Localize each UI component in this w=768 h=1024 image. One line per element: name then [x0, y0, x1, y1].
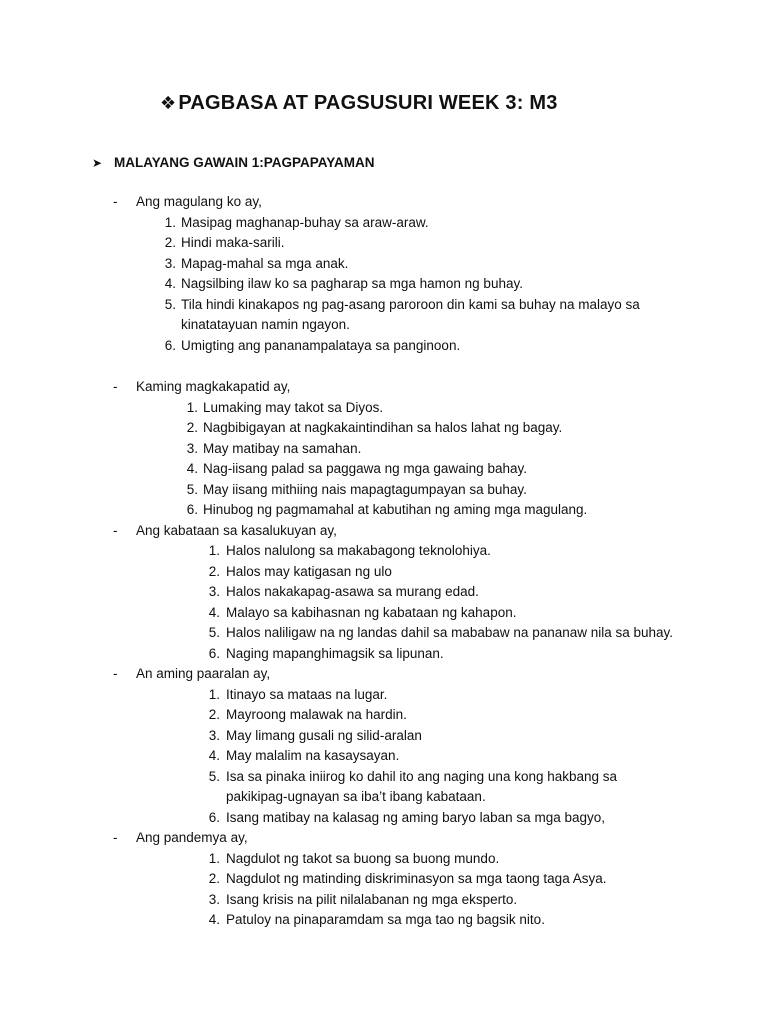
list-item-number: 6. [208, 645, 220, 661]
dash-bullet: - [113, 194, 118, 209]
list-item-number: 3. [208, 584, 220, 599]
list-item-text: May iisang mithiing nais mapagtagumpayan sa buhay. [203, 481, 527, 497]
section-5 [0, 828, 768, 931]
list-item-number: 4. [208, 912, 220, 927]
dash-bullet: - [113, 522, 118, 538]
list-item [0, 726, 768, 747]
list-item-text: Halos nalulong sa makabagong teknolohiya. [226, 543, 491, 558]
list-item-number: 5. [186, 481, 198, 497]
list-item [0, 274, 768, 295]
section-1 [0, 192, 768, 356]
section-3 [0, 521, 768, 665]
list-item-text: Nagdulot ng takot sa buong sa buong mundo. [226, 850, 500, 866]
list-item-number: 2. [208, 707, 220, 722]
section-lead [0, 828, 768, 849]
list-item [0, 233, 768, 254]
list-item-text: Nagsilbing ilaw ko sa pagharap sa mga hamon ng buhay. [181, 276, 523, 291]
list-item-number: 4. [208, 604, 220, 620]
section-4 [0, 664, 768, 828]
list-item-number: 3. [186, 440, 198, 456]
list-item [0, 398, 768, 419]
list-item [0, 808, 768, 829]
list-item-text: pakikipag-ugnayan sa iba’t ibang kabataan. [226, 789, 486, 804]
list-item [0, 315, 768, 336]
list-item [0, 644, 768, 665]
list-item-text: Mayroong malawak na hardin. [226, 707, 407, 722]
list-item-text: Malayo sa kabihasnan ng kabataan ng kahapon. [226, 604, 517, 620]
list-item [0, 623, 768, 644]
diamond-bullet-icon: ❖ [160, 93, 177, 113]
list-item-number: 1. [208, 850, 220, 866]
list-item-text: Halos nakakapag-asawa sa murang edad. [226, 584, 479, 599]
list-item-text: Lumaking may takot sa Diyos. [203, 399, 384, 415]
list-item-number: 2. [208, 563, 220, 579]
section-lead-text: Ang pandemya ay, [136, 830, 248, 845]
activity-heading [92, 155, 375, 170]
list-item-number: 5. [208, 625, 220, 640]
list-item-number: 5. [164, 296, 176, 312]
list-item [0, 295, 768, 316]
list-item-text: Isa sa pinaka iniirog ko dahil ito ang naging una kong hakbang sa [226, 768, 618, 784]
list-item [0, 787, 768, 808]
list-item [0, 562, 768, 583]
list-item-number: 2. [164, 235, 176, 250]
list-item [0, 439, 768, 460]
section-lead-text: Ang kabataan sa kasalukuyan ay, [136, 522, 337, 538]
list-item-text: Hinubog ng pagmamahal at kabutihan ng aming mga magulang. [203, 502, 588, 517]
list-item-text: Itinayo sa mataas na lugar. [226, 686, 388, 702]
section-2 [0, 377, 768, 521]
list-item-text: Patuloy na pinaparamdam sa mga tao ng bagsik nito. [226, 912, 545, 927]
section-lead [0, 664, 768, 685]
list-item [0, 869, 768, 890]
list-item-text: Umigting ang pananampalataya sa panginoon. [181, 337, 461, 353]
document-body [0, 192, 768, 931]
list-item-text: Nagdulot ng matinding diskriminasyon sa mga taong taga Asya. [226, 871, 607, 886]
list-item-number: 6. [186, 502, 198, 517]
list-item-number: 3. [208, 727, 220, 743]
list-item [0, 685, 768, 706]
list-item-text: Nagbibigayan at nagkakaintindihan sa halos lahat ng bagay. [203, 420, 563, 435]
list-item-number: 1. [208, 686, 220, 702]
list-item [0, 582, 768, 603]
section-lead-text: Kaming magkakapatid ay, [136, 379, 291, 394]
list-item [0, 890, 768, 911]
list-item-text: May malalim na kasaysayan. [226, 748, 400, 763]
list-item-text: Halos naliligaw na ng landas dahil sa mababaw na pananaw nila sa buhay. [226, 625, 674, 640]
list-item [0, 254, 768, 275]
dash-bullet: - [113, 830, 118, 845]
section-lead [0, 521, 768, 542]
activity-heading-text: MALAYANG GAWAIN 1:PAGPAPAYAMAN [114, 155, 375, 170]
numbered-list [0, 541, 768, 664]
list-item-number: 4. [208, 748, 220, 763]
list-item-number: 3. [208, 891, 220, 907]
list-item-text: kinatatayuan namin ngayon. [181, 317, 350, 332]
list-item [0, 705, 768, 726]
list-item-number: 4. [186, 461, 198, 476]
list-item [0, 213, 768, 234]
list-item [0, 418, 768, 439]
list-item-number: 6. [208, 809, 220, 825]
list-item-number: 4. [164, 276, 176, 291]
list-item-text: Isang matibay na kalasag ng aming baryo laban sa mga bagyo, [226, 809, 605, 825]
list-item-text: May matibay na samahan. [203, 440, 362, 456]
numbered-list [0, 213, 768, 357]
arrow-bullet-icon: ➤ [92, 156, 103, 170]
list-item [0, 459, 768, 480]
list-item-number: 3. [164, 255, 176, 271]
list-item-text: Nag-iisang palad sa paggawa ng mga gawaing bahay. [203, 461, 527, 476]
list-item-number: 1. [186, 399, 198, 415]
list-item-text: Isang krisis na pilit nilalabanan ng mga eksperto. [226, 891, 518, 907]
document-title [160, 92, 558, 115]
section-lead-text: Ang magulang ko ay, [136, 194, 262, 209]
list-item [0, 910, 768, 931]
list-item [0, 541, 768, 562]
list-item [0, 746, 768, 767]
section-lead [0, 192, 768, 213]
list-item [0, 849, 768, 870]
list-item-number: 2. [186, 420, 198, 435]
list-item [0, 500, 768, 521]
numbered-list [0, 849, 768, 931]
numbered-list [0, 398, 768, 521]
list-item [0, 480, 768, 501]
list-item-text: Naging mapanghimagsik sa lipunan. [226, 645, 444, 661]
list-item-number: 1. [208, 543, 220, 558]
section-lead-text: An aming paaralan ay, [136, 666, 271, 681]
list-item-text: May limang gusali ng silid-aralan [226, 727, 422, 743]
dash-bullet: - [113, 666, 118, 681]
document-title-text: PAGBASA AT PAGSUSURI WEEK 3: M3 [178, 92, 558, 114]
list-item-number: 5. [208, 768, 220, 784]
list-item-number: 6. [164, 337, 176, 353]
list-item-number: 2. [208, 871, 220, 886]
numbered-list [0, 685, 768, 829]
list-item [0, 603, 768, 624]
list-item-text: Masipag maghanap-buhay sa araw-araw. [181, 214, 429, 230]
section-lead [0, 377, 768, 398]
list-item [0, 767, 768, 788]
list-item-text: Hindi maka-sarili. [181, 235, 285, 250]
dash-bullet: - [113, 379, 118, 394]
list-item-text: Mapag-mahal sa mga anak. [181, 255, 349, 271]
section-spacer [0, 356, 768, 377]
list-item-text: Tila hindi kinakapos ng pag-asang paroroon din kami sa buhay na malayo sa [181, 296, 640, 312]
list-item [0, 336, 768, 357]
list-item-text: Halos may katigasan ng ulo [226, 563, 392, 579]
list-item-number: 1. [164, 214, 176, 230]
